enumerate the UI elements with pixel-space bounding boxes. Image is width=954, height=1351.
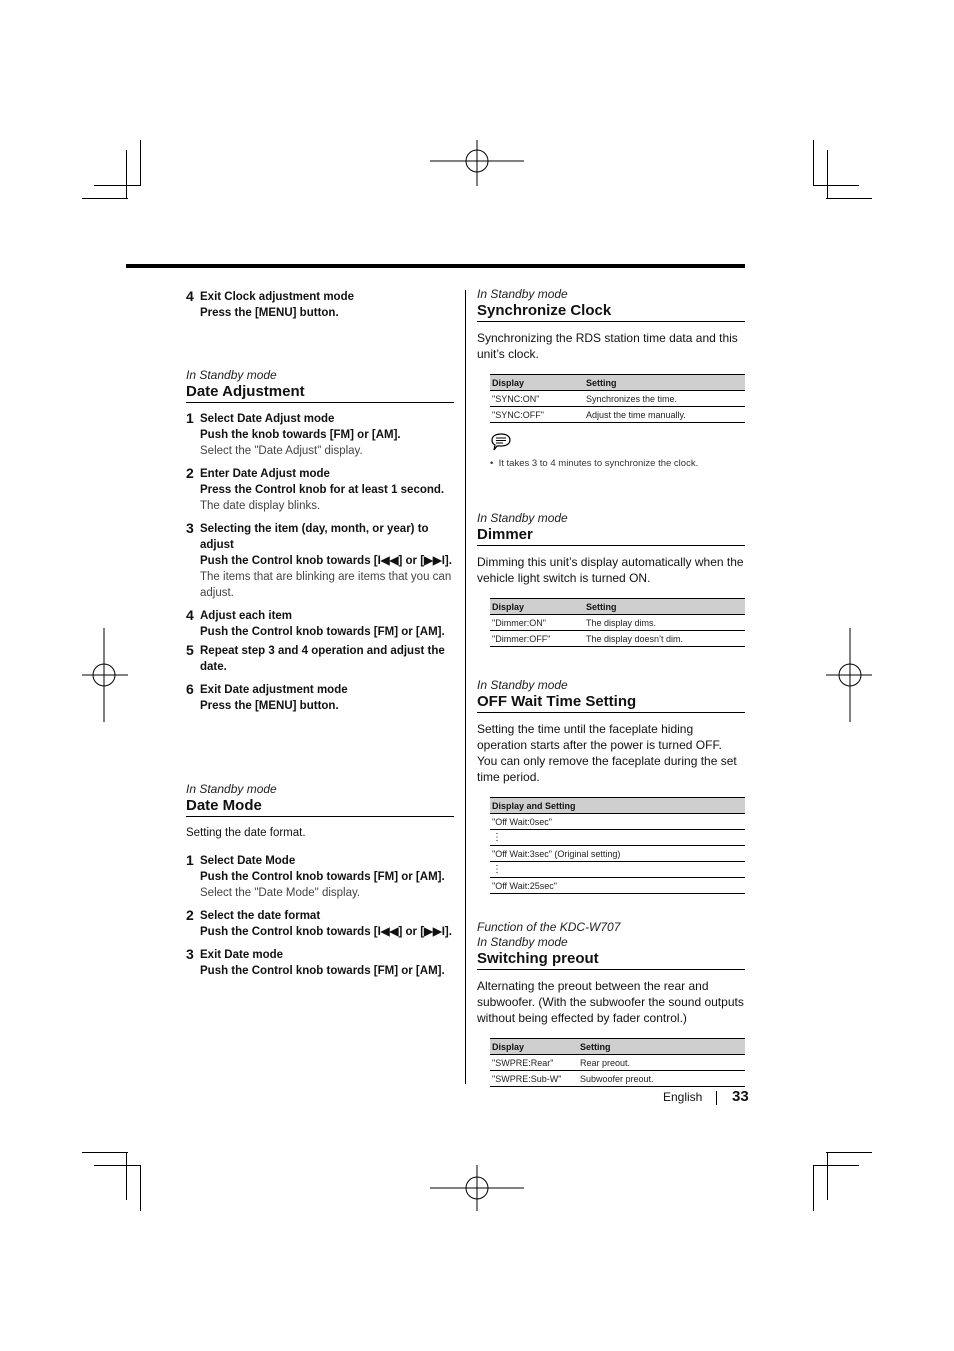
registration-mark-top [430,140,524,186]
section-description: Setting the date format. [186,827,306,839]
settings-table: Display and Setting "Off Wait:0sec" ⋮ "Off Wait:3sec" (Original setting) ⋮ "Off Wait:25sec" [490,797,745,894]
section-title: Synchronize Clock [477,302,745,322]
section-description: Dimming this unit’s display automatically when the vehicle light switch is turned ON. [477,555,744,585]
dimmer-section [477,511,745,647]
synchronize-clock-section [477,287,745,469]
date-mode-section [186,782,454,986]
note-text: • It takes 3 to 4 minutes to synchronize the clock. [490,458,699,469]
header-rule [126,264,745,268]
step-item: 2 Enter Date Adjust mode Press the Control knob for at least 1 second. The date display blinks. [186,465,445,512]
step-item: 3 Exit Date mode Push the Control knob towards [FM] or [AM]. [186,946,445,977]
settings-table: Display Setting "SWPRE:Rear" Rear preout. "SWPRE:Sub-W" Subwoofer preout. [490,1038,745,1087]
mode-label: In Standby mode [477,935,568,949]
date-adjustment-section [186,368,454,721]
table-row: "Dimmer:OFF" The display doesn’t dim. [490,631,745,647]
clock-step-4: 4 Exit Clock adjustment mode Press the [MENU] button. [186,288,355,319]
table-row: "Off Wait:3sec" (Original setting) [490,846,745,862]
table-row: "SWPRE:Sub-W" Subwoofer preout. [490,1071,745,1087]
step-item: 6 Exit Date adjustment mode Press the [MENU] button. [186,681,348,712]
section-title: Date Mode [186,797,454,817]
section-title: Dimmer [477,526,745,546]
table-row: "Off Wait:25sec" [490,878,745,894]
page-footer [663,1088,749,1105]
language-label: English [663,1090,703,1104]
mode-label: In Standby mode [477,511,568,525]
registration-mark-left [82,628,128,722]
section-description: Synchronizing the RDS station time data and this unit’s clock. [477,331,738,361]
section-title: Switching preout [477,950,745,970]
table-row: "Dimmer:ON" The display dims. [490,615,745,631]
section-description: Setting the time until the faceplate hiding operation starts after the power is turned OFF. You can only remove the faceplate during the set time period. [477,722,737,784]
table-row: "SWPRE:Rear" Rear preout. [490,1055,745,1071]
settings-table: Display Setting "Dimmer:ON" The display dims. "Dimmer:OFF" The display doesn’t dim. [490,598,745,647]
left-column [186,289,454,328]
settings-table: Display Setting "SYNC:ON" Synchronizes the time. "SYNC:OFF" Adjust the time manually. [490,374,745,423]
section-description: Alternating the preout between the rear and subwoofer. (With the subwoofer the sound outputs without being effected by fader control.) [477,979,744,1025]
note-icon [490,433,512,451]
mode-label: In Standby mode [477,678,568,692]
table-row: ⋮ [490,830,745,846]
step-item: 4 Adjust each item Push the Control knob towards [FM] or [AM]. [186,607,445,638]
registration-mark-right [826,628,872,722]
page-number: 33 [732,1088,749,1105]
table-row: "Off Wait:0sec" [490,814,745,830]
table-row: "SYNC:OFF" Adjust the time manually. [490,407,745,423]
function-label: Function of the KDC-W707 [477,920,621,934]
step-item: 1 Select Date Mode Push the Control knob towards [FM] or [AM]. Select the "Date Mode" display. [186,852,445,899]
step-item: 5 Repeat step 3 and 4 operation and adjust the date. [186,642,445,673]
footer-separator [716,1091,717,1105]
table-row: ⋮ [490,862,745,878]
step-item: 1 Select Date Adjust mode Push the knob towards [FM] or [AM]. Select the "Date Adjust" display. [186,410,401,457]
mode-label: In Standby mode [186,368,277,382]
mode-label: In Standby mode [477,287,568,301]
section-title: Date Adjustment [186,383,454,403]
step-item: 3 Selecting the item (day, month, or year) to adjust Push the Control knob towards [I◀◀] or [▶▶I]. The items that are blinking are items that you can adjust. [186,520,452,599]
section-title: OFF Wait Time Setting [477,693,745,713]
registration-mark-bottom [430,1165,524,1211]
switching-preout-section [477,920,745,1087]
table-row: "SYNC:ON" Synchronizes the time. [490,391,745,407]
column-divider [465,290,466,1084]
mode-label: In Standby mode [186,782,277,796]
step-item: 2 Select the date format Push the Control knob towards [I◀◀] or [▶▶I]. [186,907,452,938]
off-wait-section [477,678,745,894]
